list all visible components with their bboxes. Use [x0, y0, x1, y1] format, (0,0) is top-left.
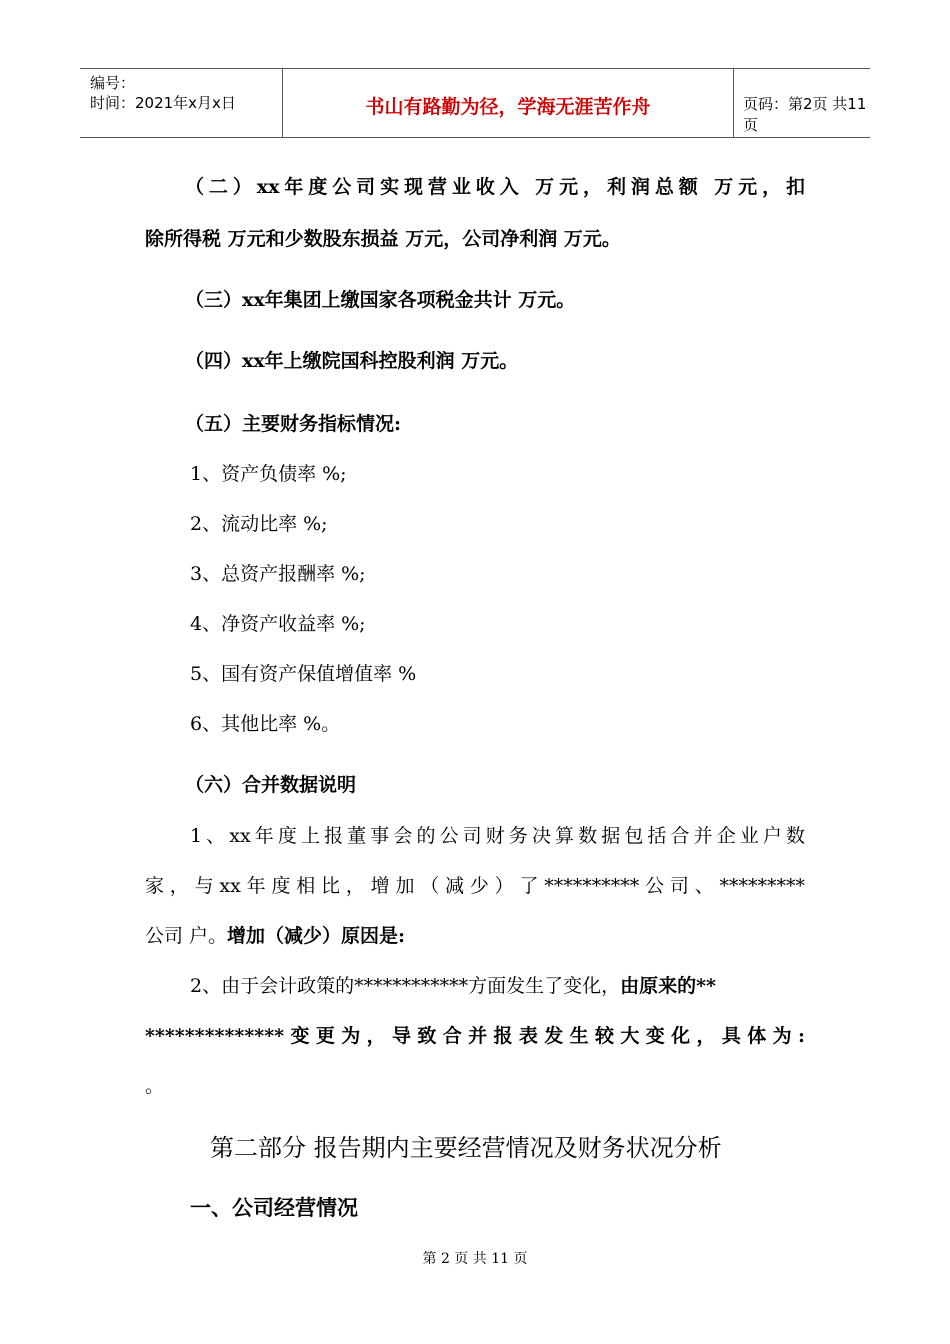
- paragraph-6-2-line-1-bold: 由原来的**: [620, 975, 716, 997]
- section-part-title: 第二部分 报告期内主要经营情况及财务状况分析: [210, 1134, 722, 1162]
- page-header: [80, 68, 870, 138]
- header-motto: 书山有路勤为径，学海无涯苦作舟: [365, 96, 651, 118]
- indicator-item: 6、其他比率 %。: [190, 713, 341, 735]
- paragraph-6-1-line-3: [145, 921, 405, 948]
- paragraph-2-line-1: （二）xx年度公司实现营业收入 万元，利润总额 万元，扣: [185, 176, 805, 198]
- indicator-item: 3、总资产报酬率 %;: [190, 563, 366, 585]
- header-right-cell: [733, 69, 870, 137]
- indicator-item: 2、流动比率 %;: [190, 513, 328, 535]
- paragraph-6-2-line-1: [190, 971, 716, 998]
- document-number-label: 编号：: [90, 74, 136, 92]
- header-motto-cell: [282, 69, 734, 137]
- paragraph-6-1-line-1: 1、xx年度上报董事会的公司财务决算数据包括合并企业户数: [190, 825, 805, 847]
- paragraph-4: （四）xx年上缴院国科控股利润 万元。: [185, 350, 519, 372]
- paragraph-3: （三）xx年集团上缴国家各项税金共计 万元。: [185, 289, 576, 311]
- header-page-number: 页码：第2页 共11页: [743, 95, 867, 134]
- indicator-item: 4、净资产收益率 %;: [190, 613, 366, 635]
- paragraph-6-1-line-2: 家，与xx年度相比，增加（减少）了**********公司、*********: [145, 875, 805, 897]
- paragraph-5-heading: （五）主要财务指标情况:: [185, 413, 402, 435]
- paragraph-2-line-2: 除所得税 万元和少数股东损益 万元，公司净利润 万元。: [145, 228, 621, 250]
- paragraph-6-2-line-1-text: 2、由于会计政策的************方面发生了变化，: [190, 975, 621, 997]
- paragraph-6-heading: （六）合并数据说明: [185, 774, 357, 796]
- section-subtitle: 一、公司经营情况: [190, 1196, 358, 1220]
- indicator-item: 5、国有资产保值增值率 %: [190, 663, 417, 685]
- document-time-label: 时间：2021年x月x日: [90, 94, 236, 112]
- paragraph-6-1-line-3-bold: 增加（减少）原因是:: [227, 925, 406, 947]
- paragraph-6-2-line-2: **************变更为，导致合并报表发生较大变化，具体为:: [145, 1025, 805, 1047]
- page-footer: 第 2 页 共 11 页: [422, 1251, 528, 1267]
- paragraph-6-1-line-3-text: 公司 户。: [145, 925, 228, 947]
- header-left-cell: [80, 69, 282, 137]
- indicator-item: 1、资产负债率 %;: [190, 463, 347, 485]
- paragraph-6-2-line-3: 。: [145, 1075, 165, 1097]
